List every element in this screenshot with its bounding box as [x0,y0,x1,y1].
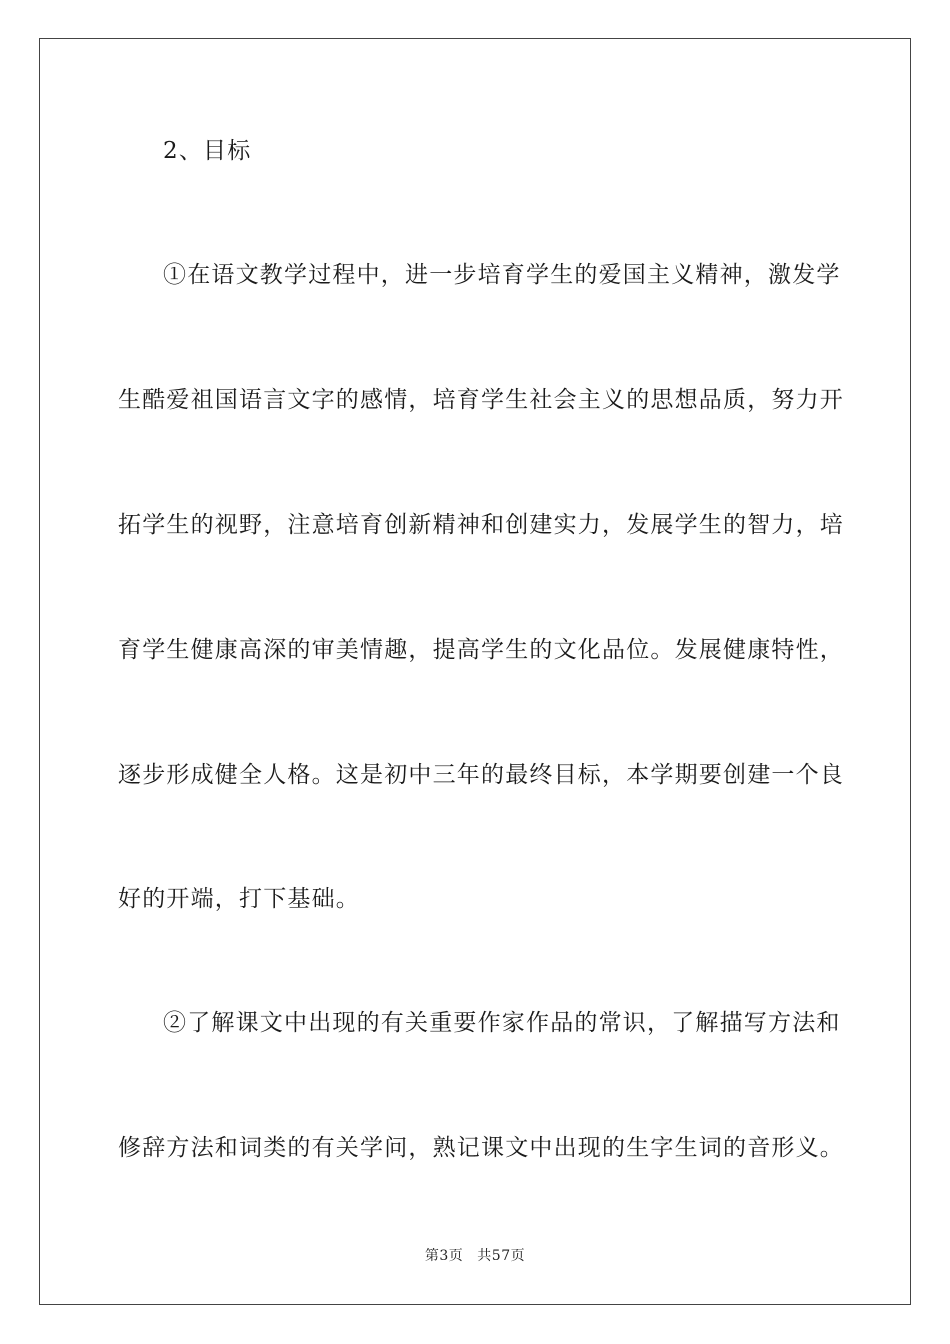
paragraph-1-line-2: 生酷爱祖国语言文字的感情，培育学生社会主义的思想品质，努力开 [118,387,844,413]
current-page-label: 第3页 [424,1248,464,1264]
paragraph-1-line-3: 拓学生的视野，注意培育创新精神和创建实力，发展学生的智力，培 [118,512,844,538]
paragraph-1-line-4: 育学生健康高深的审美情趣，提高学生的文化品位。发展健康特性， [118,637,844,663]
page-border [39,38,911,1305]
paragraph-1-line-5: 逐步形成健全人格。这是初中三年的最终目标，本学期要创建一个良 [118,762,844,788]
total-pages-label: 共57页 [477,1248,526,1264]
paragraph-1-line-6: 好的开端，打下基础。 [118,886,360,912]
paragraph-2-line-1: ②了解课文中出现的有关重要作家作品的常识，了解描写方法和 [163,1010,841,1036]
paragraph-1-line-1: ①在语文教学过程中，进一步培育学生的爱国主义精神，激发学 [163,262,841,288]
section-heading: 2、目标 [163,138,252,164]
paragraph-2-line-2: 修辞方法和词类的有关学问，熟记课文中出现的生字生词的音形义。 [118,1135,844,1161]
page-footer [0,1245,950,1265]
